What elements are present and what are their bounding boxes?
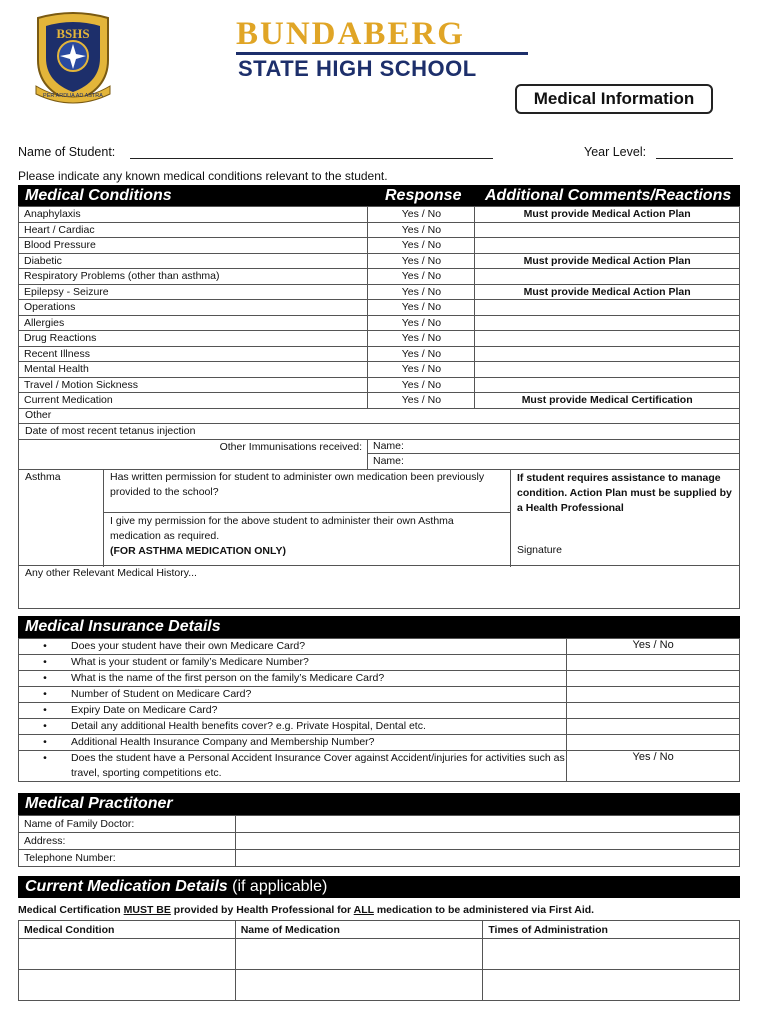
med-cell[interactable] (19, 939, 236, 970)
insurance-row (19, 703, 740, 719)
condition-row (19, 377, 740, 393)
bullet-icon: • (43, 736, 47, 748)
asthma-consent (104, 513, 510, 560)
condition-comment[interactable] (475, 346, 740, 362)
insurance-row (19, 671, 740, 687)
condition-comment[interactable] (475, 238, 740, 254)
med-cell[interactable] (235, 970, 483, 1001)
condition-response[interactable]: Yes / No (368, 362, 475, 378)
condition-name: Diabetic (19, 253, 368, 269)
med-cell[interactable] (483, 970, 740, 1001)
insurance-response[interactable]: Yes / No (567, 751, 740, 782)
condition-row (19, 207, 740, 223)
practitioner-table (18, 815, 740, 867)
med-col-times: Times of Administration (483, 921, 740, 939)
med-cell[interactable] (235, 939, 483, 970)
insurance-response[interactable]: Yes / No (567, 639, 740, 655)
practitioner-row (19, 833, 740, 850)
insurance-response[interactable] (567, 719, 740, 735)
insurance-response[interactable] (567, 687, 740, 703)
medication-table (18, 920, 740, 1001)
insurance-question: Detail any additional Health benefits cover? e.g. Private Hospital, Dental etc. (71, 720, 426, 732)
condition-comment[interactable] (475, 362, 740, 378)
medication-note-prefix: Medical Certification (18, 904, 124, 916)
insurance-row (19, 751, 740, 782)
immunisations-label: Other Immunisations received: (219, 441, 362, 453)
condition-comment[interactable]: Must provide Medical Action Plan (475, 253, 740, 269)
condition-name: Mental Health (19, 362, 368, 378)
condition-row (19, 269, 740, 285)
insurance-question: Does your student have their own Medicare Card? (71, 640, 306, 652)
condition-comment[interactable] (475, 269, 740, 285)
header-rule (236, 52, 528, 55)
insurance-row (19, 655, 740, 671)
insurance-row (19, 735, 740, 751)
medication-title-bar (18, 876, 740, 898)
insurance-response[interactable] (567, 735, 740, 751)
insurance-row (19, 719, 740, 735)
med-cell[interactable] (19, 970, 236, 1001)
condition-name: Drug Reactions (19, 331, 368, 347)
practitioner-field[interactable] (235, 833, 739, 850)
conditions-table (18, 206, 740, 409)
crest-letters: BSHS (56, 26, 90, 41)
practitioner-title: Medical Practitoner (18, 793, 740, 815)
condition-response[interactable]: Yes / No (368, 315, 475, 331)
insurance-question: What is your student or family’s Medicare Number? (71, 656, 309, 668)
bullet-icon: • (43, 704, 47, 716)
condition-row (19, 300, 740, 316)
asthma-label: Asthma (25, 471, 61, 483)
asthma-questions (103, 469, 511, 567)
student-name-field[interactable] (130, 158, 493, 159)
insurance-question: Expiry Date on Medicare Card? (71, 704, 218, 716)
asthma-block (18, 469, 740, 566)
condition-row (19, 331, 740, 347)
condition-response[interactable]: Yes / No (368, 377, 475, 393)
condition-comment[interactable]: Must provide Medical Action Plan (475, 207, 740, 223)
medical-history-field[interactable] (18, 565, 740, 609)
medication-note (18, 904, 594, 916)
medication-title: Current Medication Details (25, 878, 228, 895)
bullet-icon: • (43, 656, 47, 668)
school-subtitle: STATE HIGH SCHOOL (238, 56, 477, 81)
medication-note-must: MUST BE (123, 904, 171, 916)
condition-comment[interactable] (475, 300, 740, 316)
condition-response[interactable]: Yes / No (368, 253, 475, 269)
med-col-condition: Medical Condition (19, 921, 236, 939)
tetanus-row[interactable] (18, 424, 740, 440)
practitioner-label: Name of Family Doctor: (19, 816, 236, 833)
medical-history-label: Any other Relevant Medical History... (25, 567, 197, 579)
condition-row (19, 222, 740, 238)
condition-name: Heart / Cardiac (19, 222, 368, 238)
condition-row (19, 284, 740, 300)
med-col-name: Name of Medication (235, 921, 483, 939)
insurance-response[interactable] (567, 703, 740, 719)
bullet-icon: • (43, 720, 47, 732)
immunisations-row (18, 440, 740, 470)
asthma-consent-text: I give my permission for the above student to administer their own Asthma medication as required. (110, 515, 454, 542)
bullet-icon: • (43, 672, 47, 684)
crest-motto: PER ARDUA AD ASTRA (43, 93, 103, 99)
condition-comment[interactable] (475, 315, 740, 331)
insurance-question: Additional Health Insurance Company and Membership Number? (71, 736, 375, 748)
insurance-response[interactable] (567, 655, 740, 671)
bullet-icon: • (43, 688, 47, 700)
asthma-signature-field[interactable] (511, 514, 740, 566)
condition-name: Respiratory Problems (other than asthma) (19, 269, 368, 285)
practitioner-field[interactable] (235, 816, 739, 833)
insurance-title: Medical Insurance Details (18, 616, 740, 638)
year-level-field[interactable] (656, 158, 733, 159)
condition-comment[interactable] (475, 331, 740, 347)
condition-name: Operations (19, 300, 368, 316)
asthma-signature-label: Signature (517, 544, 562, 556)
condition-row (19, 393, 740, 409)
form-title: Medical Information (515, 84, 713, 114)
condition-comment[interactable] (475, 377, 740, 393)
insurance-question: What is the name of the first person on the family’s Medicare Card? (71, 672, 385, 684)
condition-response[interactable]: Yes / No (368, 300, 475, 316)
medication-note-all: ALL (353, 904, 374, 916)
practitioner-label: Telephone Number: (19, 850, 236, 867)
condition-response[interactable]: Yes / No (368, 238, 475, 254)
condition-name: Recent Illness (19, 346, 368, 362)
med-cell[interactable] (483, 939, 740, 970)
condition-comment[interactable]: Must provide Medical Action Plan (475, 284, 740, 300)
bullet-icon: • (43, 640, 47, 652)
medication-title-suffix: (if applicable) (232, 878, 328, 895)
conditions-header (18, 185, 740, 206)
header-medical-conditions: Medical Conditions (25, 187, 172, 204)
other-label: Other (25, 409, 52, 421)
insurance-question: Does the student have a Personal Accident Insurance Cover against Accident/injuries for activities such as travel, sporting competitions etc. (71, 752, 565, 779)
condition-name: Allergies (19, 315, 368, 331)
bullet-icon: • (43, 752, 47, 764)
student-name-row (18, 145, 115, 159)
immunisation-name-2[interactable]: Name: (373, 455, 404, 467)
insurance-row (19, 639, 740, 655)
tetanus-label: Date of most recent tetanus injection (25, 425, 196, 437)
condition-name: Current Medication (19, 393, 368, 409)
condition-row (19, 362, 740, 378)
asthma-permission-question[interactable]: Has written permission for student to administer own medication been previously provided to the school? (104, 469, 510, 513)
instruction-text: Please indicate any known medical conditions relevant to the student. (18, 169, 388, 183)
student-name-label: Name of Student: (18, 145, 116, 159)
condition-row (19, 253, 740, 269)
medication-note-suffix: medication to be administered via First Aid. (373, 904, 595, 916)
school-name: BUNDABERG (236, 16, 465, 52)
condition-response[interactable]: Yes / No (368, 284, 475, 300)
condition-response[interactable]: Yes / No (368, 269, 475, 285)
condition-row (19, 315, 740, 331)
condition-name: Blood Pressure (19, 238, 368, 254)
school-crest (30, 8, 116, 104)
condition-name: Travel / Motion Sickness (19, 377, 368, 393)
condition-comment[interactable]: Must provide Medical Certification (475, 393, 740, 409)
practitioner-row (19, 816, 740, 833)
insurance-table (18, 638, 740, 782)
practitioner-label: Address: (19, 833, 236, 850)
insurance-response[interactable] (567, 671, 740, 687)
condition-name: Anaphylaxis (19, 207, 368, 223)
practitioner-field[interactable] (235, 850, 739, 867)
medication-note-mid: provided by Health Professional for (170, 904, 354, 916)
condition-response[interactable]: Yes / No (368, 207, 475, 223)
condition-response[interactable]: Yes / No (368, 222, 475, 238)
condition-comment[interactable] (475, 222, 740, 238)
condition-response[interactable]: Yes / No (368, 346, 475, 362)
practitioner-row (19, 850, 740, 867)
immunisation-names[interactable] (367, 439, 740, 469)
condition-row (19, 238, 740, 254)
year-level-label: Year Level: (584, 145, 647, 159)
asthma-consent-note: (FOR ASTHMA MEDICATION ONLY) (110, 545, 286, 557)
condition-response[interactable]: Yes / No (368, 331, 475, 347)
other-row[interactable] (18, 408, 740, 424)
header-comments: Additional Comments/Reactions (485, 187, 732, 204)
header-response: Response (385, 187, 462, 204)
condition-row (19, 346, 740, 362)
condition-response[interactable]: Yes / No (368, 393, 475, 409)
condition-name: Epilepsy - Seizure (19, 284, 368, 300)
immunisation-name-1[interactable]: Name: (368, 439, 740, 454)
insurance-question: Number of Student on Medicare Card? (71, 688, 252, 700)
insurance-row (19, 687, 740, 703)
asthma-assistance-note: If student requires assistance to manage condition. Action Plan must be supplied by a Health Professional (517, 472, 732, 514)
